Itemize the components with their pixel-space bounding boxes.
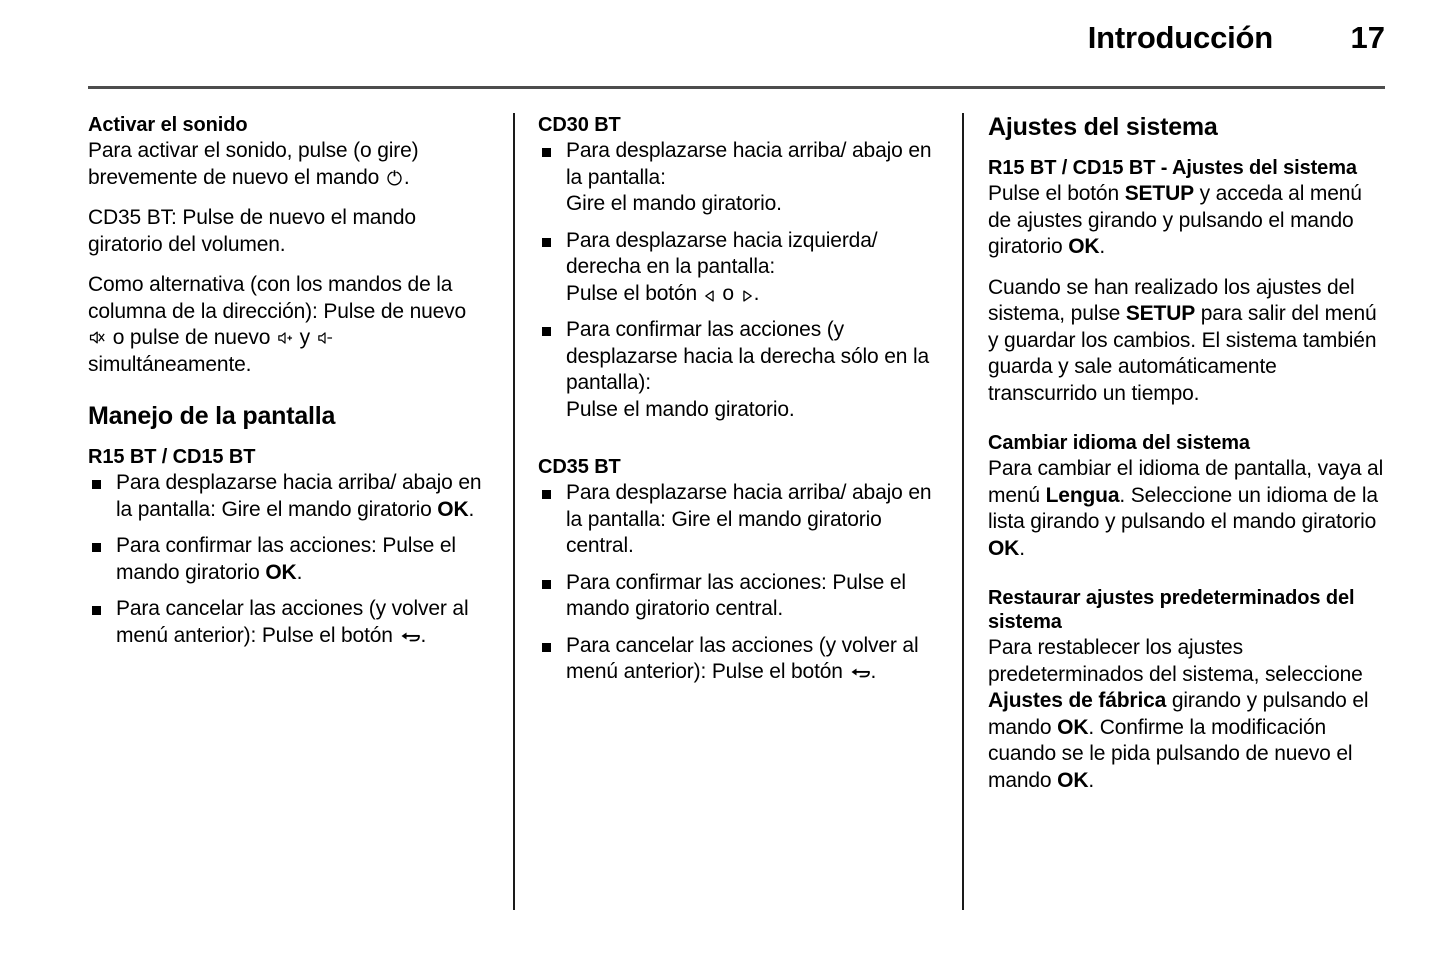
volume-speaker-icon [316, 329, 334, 347]
content-columns [0, 113, 1445, 913]
paragraph-text-part-3: y [299, 326, 310, 349]
list-item-text-end: . [468, 497, 475, 521]
paragraph-text-part-2: brevemente de nuevo el mando [88, 165, 380, 189]
subheading-cd35-bt: CD35 BT [538, 456, 621, 478]
list-item [88, 470, 488, 523]
list-item-text-line2: Pulse el mando giratorio. [566, 397, 795, 421]
list-item-text: Para cancelar las acciones (y volver al menú anterior): Pulse el botón [116, 597, 469, 647]
paragraph-text-part-3: . [1019, 536, 1025, 560]
paragraph-text-part-4: . [1088, 768, 1095, 792]
header-divider-rule [88, 86, 1385, 89]
paragraph-text-part-2: y acceda al menú de ajustes girando y pulsando el mando giratorio [988, 182, 1362, 258]
paragraph-text-part-2: . Seleccione un idioma de la lista girando y pulsando el mando giratorio [988, 483, 1378, 533]
paragraph-text-part-3: . [403, 165, 410, 189]
heading-activar-el-sonido: Activar el sonido [88, 114, 248, 136]
bold-term-setup: SETUP [1125, 302, 1196, 325]
list-item-text-end: . [753, 281, 760, 305]
column-2 [538, 113, 938, 700]
paragraph-setup-menu [988, 181, 1388, 261]
mute-speaker-icon [88, 328, 107, 347]
column-divider-left [513, 113, 515, 910]
power-icon [385, 168, 404, 187]
list-item [88, 596, 488, 649]
bold-term-ajustes-fabrica: Ajustes de fábrica [988, 689, 1167, 712]
list-item: Para confirmar las acciones: Pulse el mando giratorio central. [538, 570, 938, 623]
bullet-list-cd35 [538, 480, 938, 686]
list-item-text-end: . [296, 560, 303, 584]
bold-term-setup: SETUP [1124, 182, 1194, 205]
list-item-text-end: . [870, 660, 877, 683]
subheading-r15-cd15-ajustes: R15 BT / CD15 BT - Ajustes del sistema [988, 157, 1357, 179]
paragraph-guardar-cambios [988, 275, 1388, 408]
paragraph-text-part-1: Cuando se han realizado los ajustes del sistema, pulse [988, 275, 1355, 325]
list-item-text-line2: Gire el mando giratorio. [566, 192, 782, 215]
paragraph-text-part-2: girando y pulsando el mando [988, 689, 1369, 739]
spacer [988, 576, 1388, 586]
back-arrow-icon [849, 665, 871, 681]
list-item-text-line2: Pulse el botón [566, 281, 697, 305]
list-item-text-end: . [420, 623, 427, 647]
triangle-left-icon [703, 289, 717, 303]
paragraph-text-part-3: . Confirme la modificación cuando se le pida pulsando de nuevo el mando [988, 715, 1353, 792]
list-item-text: Para cancelar las acciones (y volver al menú anterior): Pulse el botón [566, 633, 919, 683]
subheading-cd30-bt: CD30 BT [538, 114, 621, 136]
page-title: Introducción [1087, 20, 1273, 55]
paragraph-text-part-1: Para cambiar el idioma de pantalla, vaya al menú [988, 457, 1384, 507]
list-item [538, 138, 938, 218]
paragraph-alternativa [88, 272, 488, 378]
bullet-list-r15-cd15 [88, 470, 488, 649]
triangle-right-icon [740, 289, 754, 303]
bullet-list-cd30 [538, 138, 938, 423]
list-item [538, 633, 938, 686]
list-item-text: Para confirmar las acciones: Pulse el mando giratorio [116, 534, 456, 584]
volume-speaker-icon [276, 329, 294, 347]
list-item-text: Para desplazarse hacia arriba/ abajo en la pantalla: Gire el mando giratorio [116, 471, 482, 521]
spacer [88, 392, 488, 402]
list-item-bold-term: OK [437, 497, 469, 521]
paragraph-text-part-1: Pulse el botón [988, 182, 1125, 205]
heading-manejo-de-la-pantalla: Manejo de la pantalla [88, 402, 336, 430]
list-item-text: Para confirmar las acciones (y desplazarse hacia la derecha sólo en la pantalla): [566, 318, 930, 394]
bold-term-ok-2: OK [1057, 768, 1089, 792]
paragraph-cd35-volumen: CD35 BT: Pulse de nuevo el mando giratorio del volumen. [88, 206, 416, 256]
list-item-text-part: o [722, 281, 734, 305]
paragraph-text-part-1: Para restablecer los ajustes predeterminados del sistema, seleccione [988, 636, 1363, 686]
paragraph-text-part-3: . [1099, 235, 1106, 258]
column-3 [988, 113, 1388, 808]
paragraph-restaurar-ajustes [988, 635, 1388, 794]
list-item-bold-term: OK [265, 560, 297, 584]
bold-term-lengua: Lengua [1045, 483, 1120, 507]
subheading-cambiar-idioma: Cambiar idioma del sistema [988, 432, 1250, 454]
list-item [538, 228, 938, 308]
page-header [88, 20, 1385, 78]
paragraph-text-part-2: o pulse de nuevo [112, 326, 271, 349]
list-item [88, 533, 488, 586]
back-arrow-icon [399, 629, 421, 645]
paragraph-text-part-1: Para activar el sonido, pulse (o gire) [88, 139, 419, 162]
paragraph-text-part-2: para salir del menú y guardar los cambios. El sistema también guarda y sale automáticamente transcurrido un tiempo. [988, 302, 1377, 405]
heading-ajustes-del-sistema: Ajustes del sistema [988, 113, 1218, 141]
bold-term-ok: OK [1068, 235, 1100, 258]
subheading-restaurar-ajustes: Restaurar ajustes predeterminados del sistema [988, 587, 1355, 633]
list-item-text: Para desplazarse hacia izquierda/ derecha en la pantalla: [566, 228, 878, 278]
paragraph-text-part-4: simultáneamente. [88, 352, 252, 376]
paragraph-cambiar-idioma [988, 456, 1388, 562]
list-item: Para desplazarse hacia arriba/ abajo en la pantalla: Gire el mando giratorio central. [538, 480, 938, 560]
column-1 [88, 113, 488, 663]
subheading-r15-cd15: R15 BT / CD15 BT [88, 446, 256, 468]
bold-term-ok: OK [988, 536, 1020, 560]
spacer [538, 437, 938, 455]
paragraph-text-part-1: Como alternativa (con los mandos de la columna de la dirección): Pulse de nuevo [88, 273, 467, 323]
column-divider-right [962, 113, 964, 910]
spacer [988, 421, 1388, 431]
list-item [538, 317, 938, 423]
paragraph-activar-sonido [88, 138, 488, 191]
page-number: 17 [1350, 20, 1385, 55]
bold-term-ok: OK [1057, 715, 1089, 739]
list-item-text: Para desplazarse hacia arriba/ abajo en la pantalla: [566, 139, 932, 189]
